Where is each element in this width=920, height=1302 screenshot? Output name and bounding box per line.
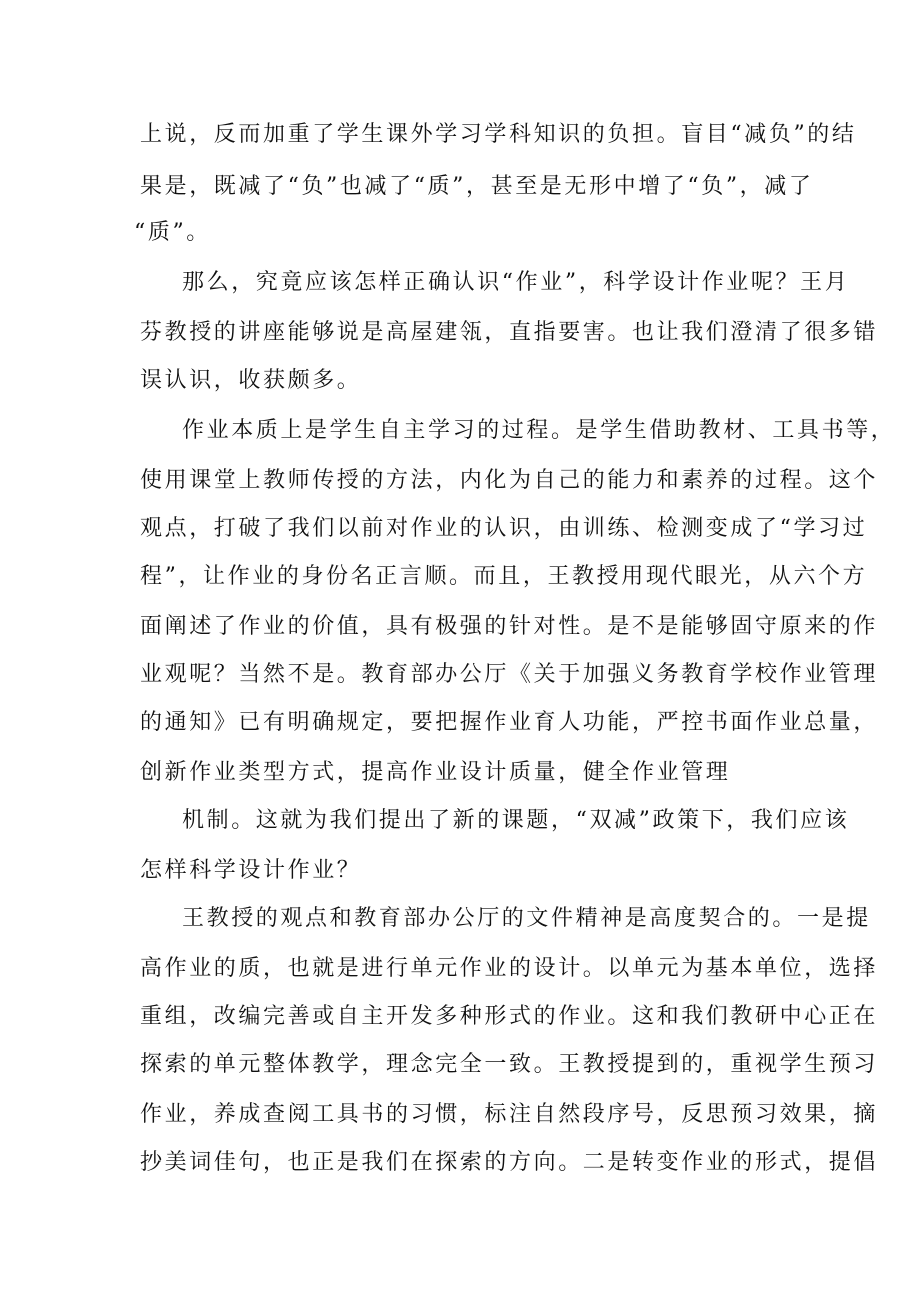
text-line: 业观呢？当然不是。教育部办公厅《关于加强义务教育学校作业管理 [140, 662, 879, 687]
text-line: 上说，反而加重了学生课外学习学科知识的负担。盲目“减负”的结 [140, 122, 857, 147]
text-line: 果是，既减了“负”也减了“质”，甚至是无形中增了“负”，减了 [140, 174, 814, 199]
paragraph-first-line: 机制。这就为我们提出了新的课题，“双减”政策下，我们应该 [182, 808, 850, 833]
text-line: 怎样科学设计作业？ [140, 858, 362, 883]
text-line: 的通知》已有明确规定，要把握作业育人功能，严控书面作业总量， [140, 710, 879, 735]
text-line: 高作业的质，也就是进行单元作业的设计。以单元为基本单位，选择 [140, 956, 879, 981]
text-line: 使用课堂上教师传授的方法，内化为自己的能力和素养的过程。这个 [140, 468, 879, 493]
text-line: 创新作业类型方式，提高作业设计质量，健全作业管理 [140, 760, 731, 785]
text-line: 误认识，收获颇多。 [140, 368, 362, 393]
paragraph-first-line: 那么，究竟应该怎样正确认识“作业”，科学设计作业呢？王月 [182, 270, 850, 295]
text-line: 重组，改编完善或自主开发多种形式的作业。这和我们教研中心正在 [140, 1004, 879, 1029]
text-line: 程”，让作业的身份名正言顺。而且，王教授用现代眼光，从六个方 [140, 564, 868, 589]
paragraph-first-line: 王教授的观点和教育部办公厅的文件精神是高度契合的。一是提 [182, 906, 871, 931]
text-line: “质”。 [134, 220, 211, 245]
text-line: 观点，打破了我们以前对作业的认识，由训练、检测变成了“学习过 [140, 516, 868, 541]
text-line: 抄美词佳句，也正是我们在探索的方向。二是转变作业的形式，提倡 [140, 1150, 879, 1175]
text-line: 探索的单元整体教学，理念完全一致。王教授提到的，重视学生预习 [140, 1052, 879, 1077]
text-line: 作业，养成查阅工具书的习惯，标注自然段序号，反思预习效果，摘 [140, 1102, 879, 1127]
paragraph-first-line: 作业本质上是学生自主学习的过程。是学生借助教材、工具书等， [182, 418, 896, 443]
text-line: 面阐述了作业的价值，具有极强的针对性。是不是能够固守原来的作 [140, 614, 879, 639]
text-line: 芬教授的讲座能够说是高屋建瓴，直指要害。也让我们澄清了很多错 [140, 320, 879, 345]
